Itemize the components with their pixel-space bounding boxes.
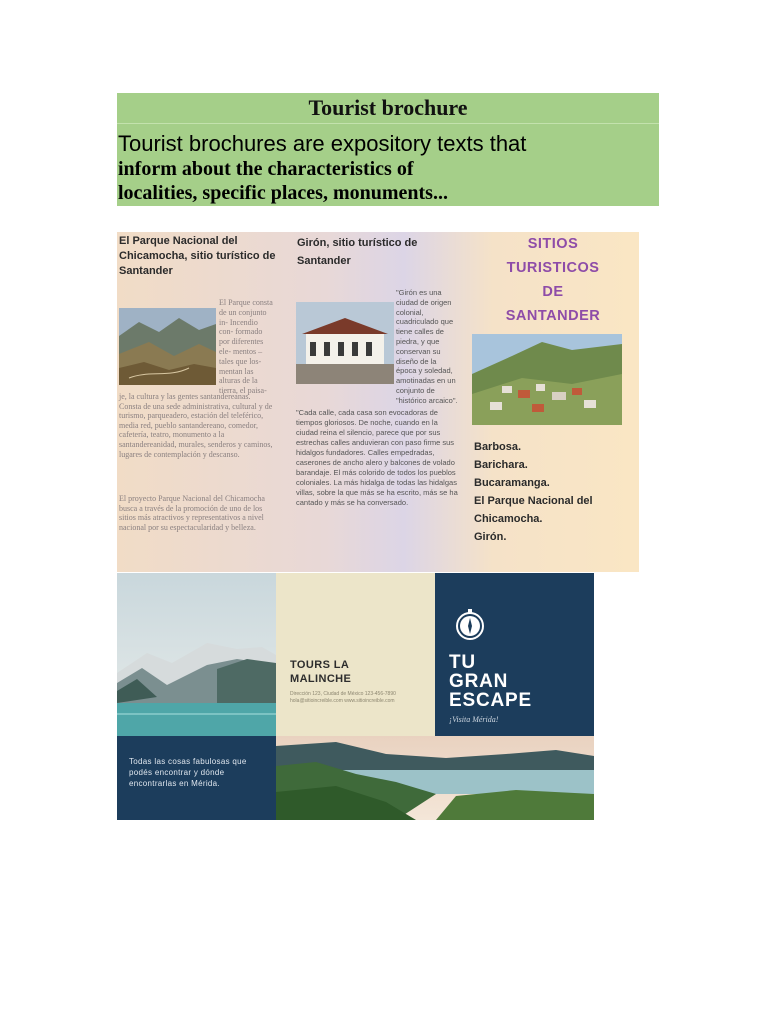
giron-intro-text: "Girón es una ciudad de origen colonial, cuadriculado que tiene calles de piedra, y que conservan su diseño de la época y soledad, amotinadas en un conjunto de "histórico arcaico". bbox=[396, 288, 458, 405]
escape-panel bbox=[435, 573, 594, 736]
escape-subtitle: ¡Visita Mérida! bbox=[449, 715, 499, 724]
tagline-panel bbox=[117, 736, 276, 820]
chicamocha-heading: El Parque Nacional del Chicamocha, sitio turístico de Santander bbox=[119, 235, 276, 277]
sitios-turisticos-heading bbox=[472, 232, 634, 328]
town-hillside-photo bbox=[472, 334, 622, 425]
canyon-photo bbox=[119, 308, 216, 385]
place-item: Barbosa. bbox=[474, 441, 522, 453]
place-item: El Parque Nacional del bbox=[474, 495, 593, 507]
intro-line-2: inform about the characteristics of bbox=[118, 158, 414, 180]
giron-heading: Girón, sitio turístico de Santander bbox=[297, 237, 418, 267]
escape-title-line: ESCAPE bbox=[449, 690, 532, 711]
tours-title-line: TOURS LA bbox=[290, 659, 350, 671]
heading-line: SITIOS bbox=[527, 236, 579, 252]
title-divider bbox=[117, 123, 659, 124]
giron-body: "Cada calle, cada casa son evocadoras de tiempos gloriosos. De noche, cuando en la ciudad reina el silencio, parece que por sus estrechas calles anduvieran con paso firme sus hidalgos fundadores. Calles empedradas, caserones de ancho alero y balcones de volado barandaje. El más colorido de todos los pueblos coloniales. La más hidalga de todas las hidalgas villas, sobre la que más se ha escrito, más se ha cantado y más se ha conversado. bbox=[296, 408, 458, 507]
santander-brochure bbox=[117, 232, 639, 572]
compass-icon bbox=[453, 607, 487, 641]
place-item: Barichara. bbox=[474, 459, 528, 471]
chicamocha-body: je, la cultura y las gentes santandereanas. Consta de una sede administrativa, cultural y de turismo, parqueadero, estación del teleférico, media red, pueblo santandereano, comedor, cafetería, teatro, monumento a la santandereanidad, murales, senderos y caminos, lugares de contemplación y descanso. bbox=[119, 392, 273, 459]
chicamocha-intro-text: El Parque consta de un conjunto in- Incendio con- formado por diferentes ele- mentos – tales que los- mentan las alturas de la tierra, el paisa- bbox=[219, 298, 273, 396]
tours-title bbox=[290, 658, 351, 686]
heading-line: DE bbox=[542, 284, 564, 300]
place-item: Chicamocha. bbox=[474, 513, 543, 525]
tours-contact: Dirección 123, Ciudad de México 123-456-7890 hola@sitioincreible.com www.sitioincreible.com bbox=[290, 691, 396, 704]
intro-line-1: Tourist brochures are expository texts that bbox=[118, 131, 527, 156]
tours-panel bbox=[276, 573, 435, 736]
giron-colonial-photo bbox=[296, 302, 394, 384]
escape-title-line: TU bbox=[449, 652, 476, 673]
intro-box bbox=[117, 93, 659, 206]
mountain-lake-photo bbox=[117, 573, 276, 736]
chicamocha-body-2: El proyecto Parque Nacional del Chicamocha busca a través de la promoción de uno de los sitios más atractivos y representativos a nivel nacional por su espectacularidad y belleza. bbox=[119, 494, 265, 532]
lake-landscape-photo bbox=[276, 736, 594, 820]
tagline-text: Todas las cosas fabulosas que podés encontrar y dónde encontrarlas en Mérida. bbox=[129, 757, 247, 788]
merida-brochure bbox=[117, 573, 594, 820]
escape-title-line: GRAN bbox=[449, 671, 509, 692]
escape-title bbox=[449, 653, 532, 710]
place-item: Girón. bbox=[474, 531, 507, 543]
heading-line: TURISTICOS bbox=[506, 260, 600, 276]
places-list bbox=[474, 438, 639, 546]
place-item: Bucaramanga. bbox=[474, 477, 550, 489]
intro-line-3: localities, specific places, monuments... bbox=[118, 182, 448, 204]
tours-title-line: MALINCHE bbox=[290, 673, 352, 685]
page-title: Tourist brochure bbox=[308, 95, 468, 120]
heading-line: SANTANDER bbox=[505, 308, 601, 324]
